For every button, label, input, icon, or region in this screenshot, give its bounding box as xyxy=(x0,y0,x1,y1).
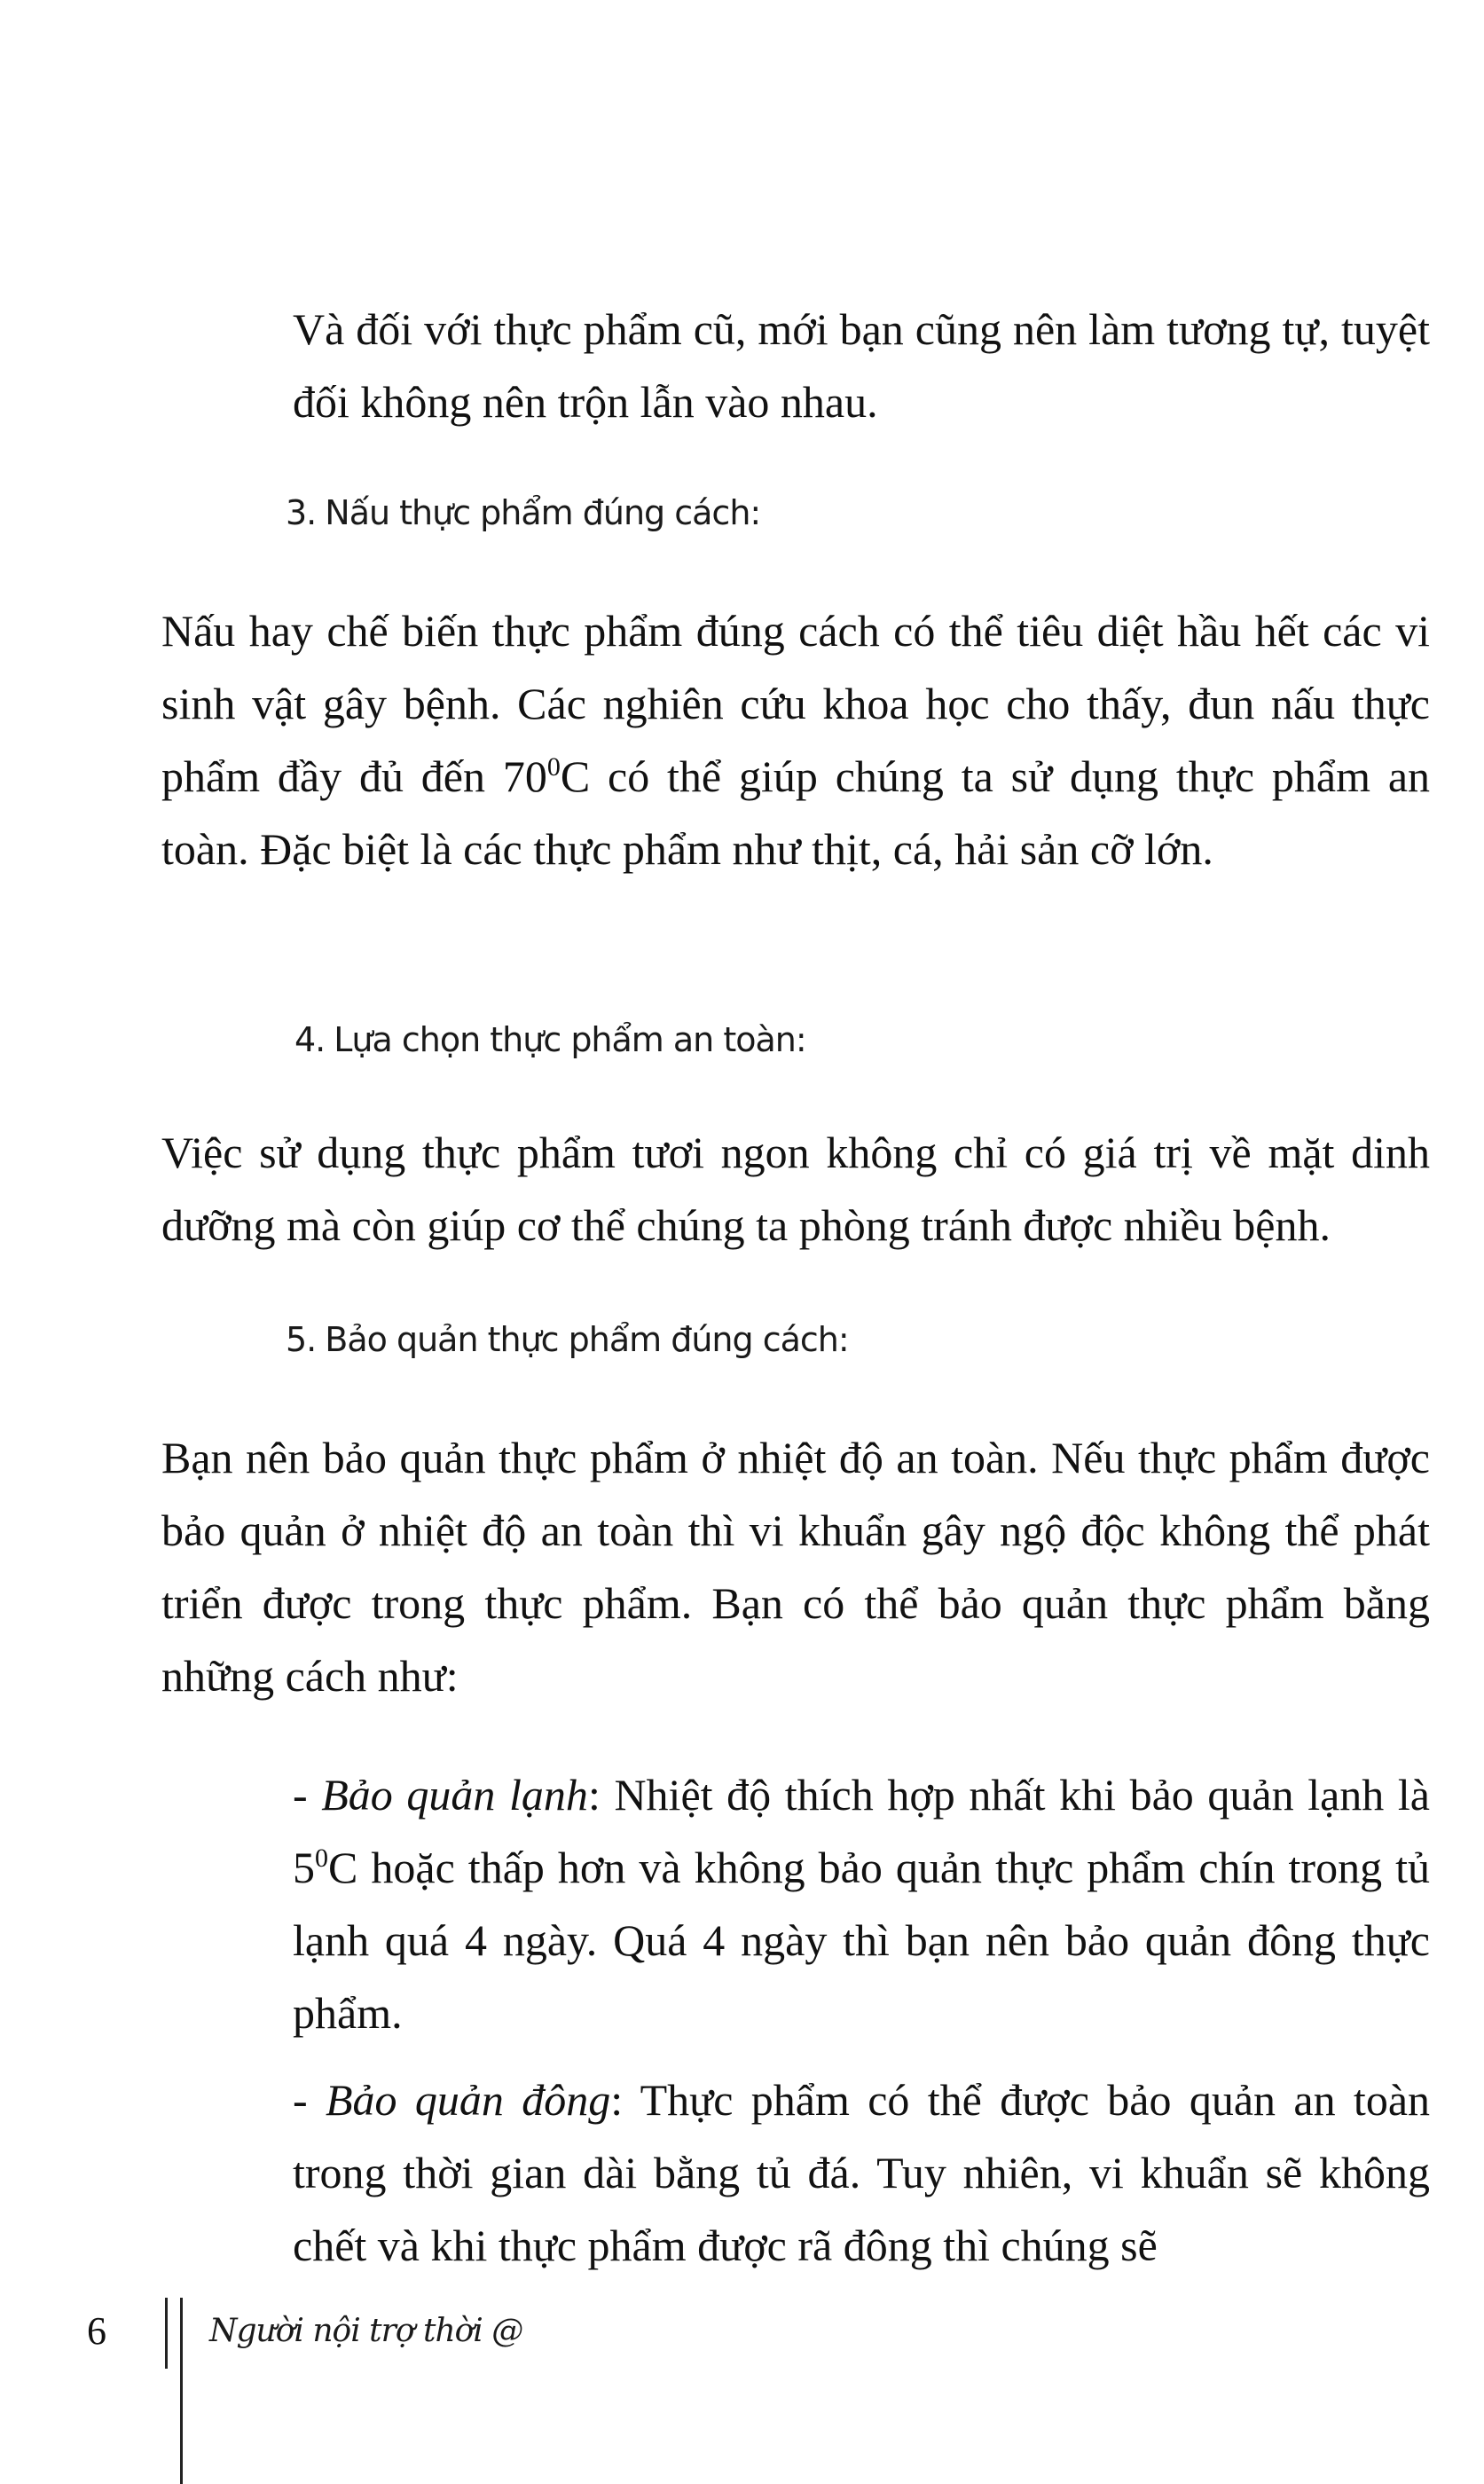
bullet-term: Bảo quản lạnh xyxy=(321,1770,588,1820)
paragraph-fresh-food: Việc sử dụng thực phẩm tươi ngon không chỉ có giá trị về mặt dinh dưỡng mà còn giúp cơ thể chúng ta phòng tránh được nhiều bệnh. xyxy=(161,1128,1430,1250)
paragraph-cooking-part1: Nấu hay chế biến thực phẩm đúng cách có thể tiêu diệt hầu hết các vi sinh vật gây bệnh. Các nghiên cứu khoa học cho thấy, đun nấu thực phẩm đầy đủ đến 70 xyxy=(161,606,1430,801)
page-number: 6 xyxy=(87,2309,106,2353)
heading-text: Lựa chọn thực phẩm an toàn: xyxy=(334,1020,806,1059)
bullet-text: : Thực phẩm có thể được bảo quản an toàn trong thời gian dài bằng tủ đá. Tuy nhiên, vi khuẩn sẽ không chết và khi thực phẩm được rã đông thì chúng sẽ xyxy=(293,2075,1431,2270)
heading-number: 4. xyxy=(294,1020,326,1059)
heading-text: Bảo quản thực phẩm đúng cách: xyxy=(325,1320,849,1359)
paragraph-preservation: Bạn nên bảo quản thực phẩm ở nhiệt độ an toàn. Nếu thực phẩm được bảo quản ở nhiệt độ an toàn thì vi khuẩn gây ngộ độc không thể phát triển được trong thực phẩm. Bạn có thể bảo quản thực phẩm bằng những cách như: xyxy=(161,1433,1430,1701)
heading-preserve-properly xyxy=(286,1313,849,1366)
heading-number: 3. xyxy=(286,493,317,532)
heading-cook-properly xyxy=(286,486,760,539)
footer-divider-short xyxy=(165,2298,168,2369)
heading-choose-safe-food xyxy=(294,1013,806,1066)
superscript-degree: 0 xyxy=(546,752,561,782)
paragraph-cooking xyxy=(161,594,1430,885)
footer-divider-long xyxy=(180,2298,183,2484)
heading-number: 5. xyxy=(286,1320,317,1359)
running-book-title: Người nội trợ thời @ xyxy=(209,2313,523,2349)
bullet-text-part2: C hoặc thấp hơn và không bảo quản thực phẩm chín trong tủ lạnh quá 4 ngày. Quá 4 ngày thì bạn nên bảo quản đông thực phẩm. xyxy=(293,1843,1430,2038)
bullet-text-part1: : Nhiệt độ thích hợp nhất khi bảo quản lạnh là 5 xyxy=(293,1770,1430,1892)
bullet-cold-storage xyxy=(293,1758,1430,2049)
bullet-dash: - xyxy=(293,2075,326,2125)
bullet-dash: - xyxy=(293,1770,322,1820)
superscript-degree: 0 xyxy=(315,1843,328,1873)
bullet-frozen-storage xyxy=(293,2063,1430,2282)
paragraph-old-new-food: Và đối với thực phẩm cũ, mới bạn cũng nên làm tương tự, tuyệt đối không nên trộn lẫn vào nhau. xyxy=(293,304,1430,427)
heading-text: Nấu thực phẩm đúng cách: xyxy=(325,493,761,532)
bullet-term: Bảo quản đông xyxy=(326,2075,611,2125)
paragraph-cooking-part2: C có thể giúp chúng ta sử dụng thực phẩm an toàn. Đặc biệt là các thực phẩm như thịt, cá, hải sản cỡ lớn. xyxy=(161,751,1431,874)
